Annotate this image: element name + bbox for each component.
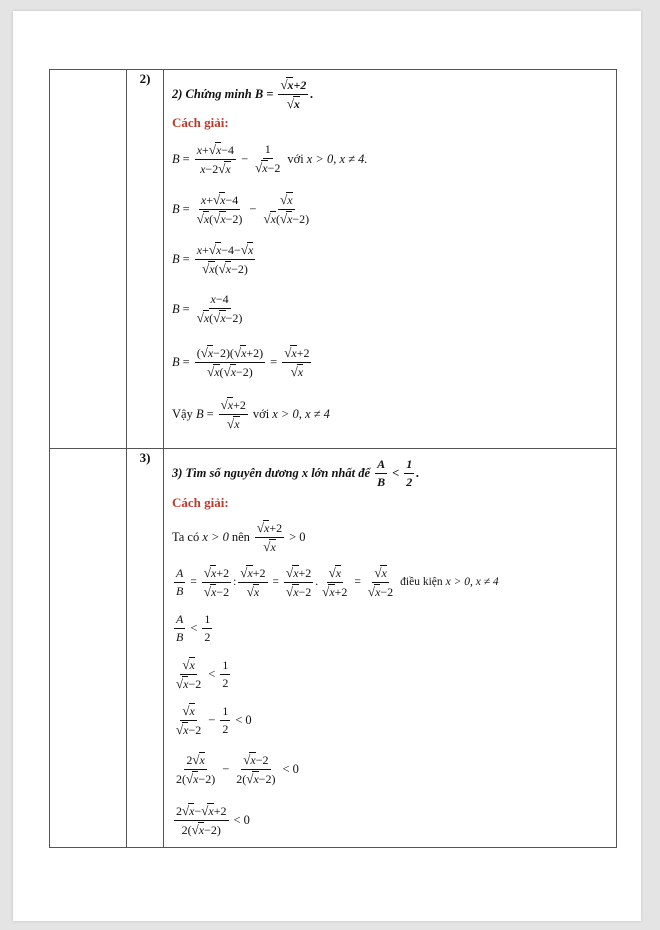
formula-line: B = $\frac{x+√x-4}{x-2√x}$ − $\frac{1}{√x-2}$ với x > 0, x ≠ 4. [172, 141, 368, 176]
we-have-text: Ta có [172, 529, 200, 544]
formula-line: Ta có x > 0 nên $\frac{√x+2}{√x}$ > 0 [172, 519, 306, 554]
formula-line: $\frac{2√x}{2(√x-2)}$ − $\frac{√x-2}{2(√x-2)}$ < 0 [176, 751, 299, 786]
part3-row [50, 449, 617, 848]
condition-text: x > 0, x ≠ 4. [306, 151, 368, 166]
formula-line: $\frac{2√x-√x+2}{2(√x-2)}$ < 0 [176, 802, 250, 837]
formula-line: B = $\frac{(√x-2)(√x+2)}{√x(√x-2)}$ = $\frac{√x+2}{√x}$ [172, 344, 310, 379]
formula-line: B = $\frac{x+√x-4-√x}{√x(√x-2)}$ [172, 241, 254, 276]
part2-row [50, 70, 617, 449]
part2-heading-text: 2) Chứng minh [172, 86, 252, 101]
x-positive-text: x > 0 [202, 529, 229, 544]
part3-content [164, 449, 617, 848]
part3-caption: Cách giải: [172, 495, 229, 510]
part3-heading: 3) Tìm số nguyên dương x lớn nhất để $\frac{A}{B}$ < $\frac{1}{2}$ . [172, 456, 420, 489]
formula-line: B = $\frac{x-4}{√x(√x-2)}$ [172, 292, 243, 325]
with-text: với [287, 151, 304, 166]
blank-cell [50, 449, 127, 848]
formula-line: $\frac{A}{B}$ = $\frac{√x+2}{√x-2}$ : $\frac{√x+2}{√x}$ = $\frac{√x+2}{√x-2}$ . $\frac{√x}{√x+2}$ = $\frac{√x}{√x-2}$ điều kiện x > 0, x ≠ 4 [176, 564, 499, 599]
formula-line: $\frac{A}{B}$ < $\frac{1}{2}$ [176, 611, 211, 644]
part2-label: 2) [127, 70, 164, 449]
formula-line: $\frac{√x}{√x-2}$ − $\frac{1}{2}$ < 0 [176, 702, 252, 737]
formula-line: $\frac{√x}{√x-2}$ < $\frac{1}{2}$ [176, 656, 229, 691]
part2-content [164, 70, 617, 449]
part3-heading-text: 3) Tìm số nguyên dương x lớn nhất để [172, 465, 371, 480]
condition-text: x > 0, x ≠ 4 [272, 406, 330, 421]
part2-caption: Cách giải: [172, 115, 229, 130]
document-page [13, 11, 641, 921]
part2-heading: 2) Chứng minh B = $\frac{√x+2}{√x}$ . [172, 76, 314, 111]
hence-text: nên [231, 529, 250, 544]
fraction: $\frac{√x+2}{√x}$ [280, 76, 307, 111]
blank-cell [50, 70, 127, 449]
condition-text: x > 0, x ≠ 4 [445, 576, 499, 588]
solution-table [49, 69, 617, 848]
condition-label: điều kiện [400, 576, 443, 588]
conclusion-line: Vậy B = $\frac{√x+2}{√x}$ với x > 0, x ≠ 4 [172, 396, 330, 431]
then-text: Vậy [172, 406, 193, 421]
with-text: với [252, 406, 270, 421]
part3-label: 3) [127, 449, 164, 848]
formula-line: B = $\frac{x+√x-4}{√x(√x-2)}$ − $\frac{√x}{√x(√x-2)}$ [172, 191, 310, 226]
